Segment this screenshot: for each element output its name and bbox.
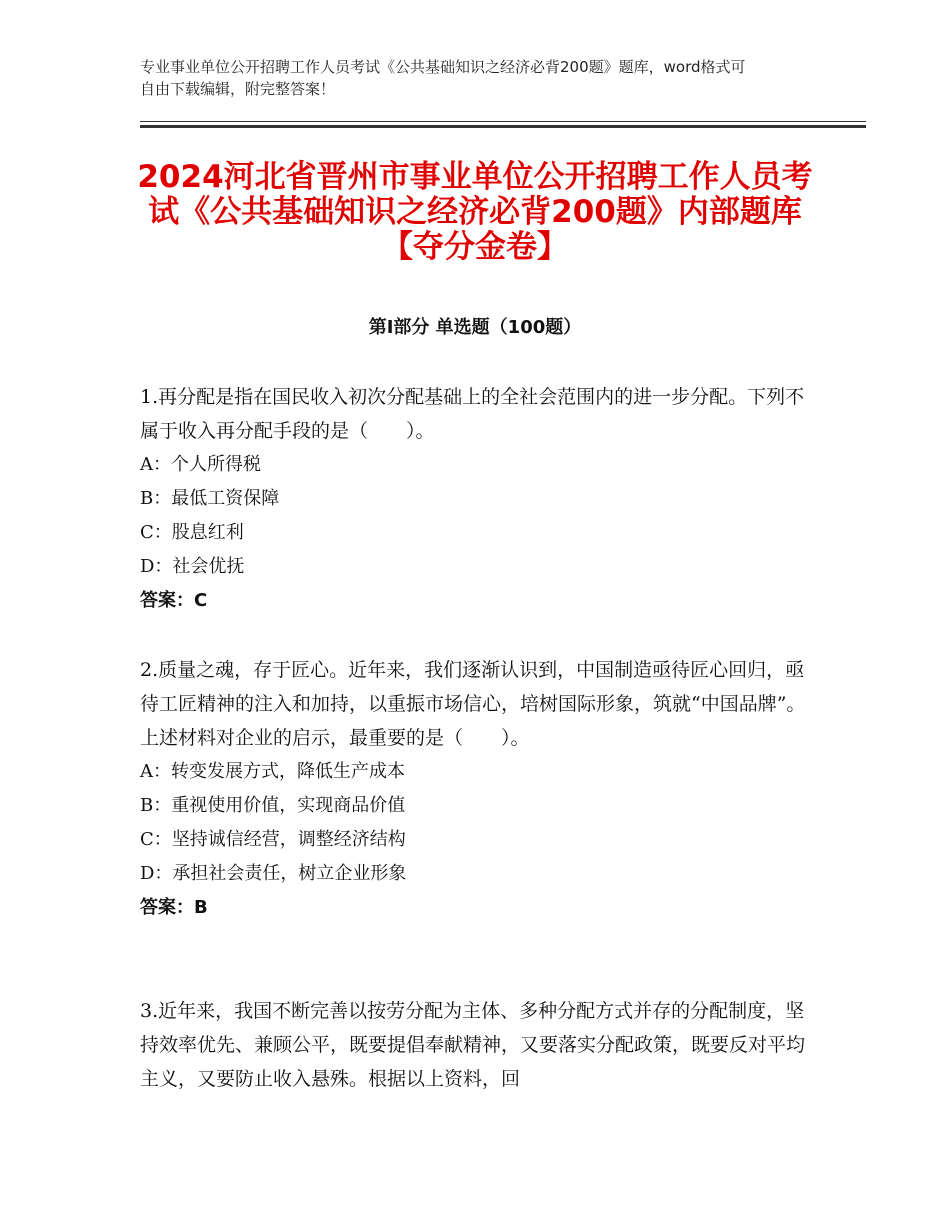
option-b: B：最低工资保障 [140, 488, 280, 509]
question-1 [140, 380, 810, 618]
question-text: 3.近年来，我国不断完善以按劳分配为主体、多种分配方式并存的分配制度，坚持效率优先、兼顾公平，既要提倡奉献精神，又要落实分配政策，既要反对平均主义，又要防止收入悬殊。根据以上资料，回 [140, 1000, 806, 1090]
question-2 [140, 653, 810, 925]
answer: 答案：C [140, 590, 208, 611]
option-b: B：重视使用价值，实现商品价值 [140, 795, 406, 816]
header-note: 专业事业单位公开招聘工作人员考试《公共基础知识之经济必背200题》题库，word格式可自由下载编辑，附完整答案！ [140, 58, 746, 98]
question-text: 1.再分配是指在国民收入初次分配基础上的全社会范围内的进一步分配。下列不属于收入再分配手段的是（ ）。 [140, 386, 805, 442]
option-d: D：承担社会责任，树立企业形象 [140, 863, 407, 884]
option-a: A：个人所得税 [140, 454, 261, 475]
document-title: 2024河北省晋州市事业单位公开招聘工作人员考试《公共基础知识之经济必背200题》内部题库【夺分金卷】 [137, 159, 813, 265]
option-c: C：股息红利 [140, 522, 244, 543]
question-3 [140, 994, 810, 1096]
header-divider-thin [140, 121, 866, 122]
option-a: A：转变发展方式，降低生产成本 [140, 761, 405, 782]
answer: 答案：B [140, 897, 208, 918]
section-title: 第Ⅰ部分 单选题（100题） [368, 317, 582, 338]
option-d: D：社会优抚 [140, 556, 245, 577]
header-divider-thick [140, 125, 866, 128]
option-c: C：坚持诚信经营，调整经济结构 [140, 829, 406, 850]
question-text: 2.质量之魂，存于匠心。近年来，我们逐渐认识到，中国制造亟待匠心回归，亟待工匠精神的注入和加持，以重振市场信心，培树国际形象，筑就“中国品牌”。上述材料对企业的启示，最重要的是（ ）。 [140, 659, 806, 749]
